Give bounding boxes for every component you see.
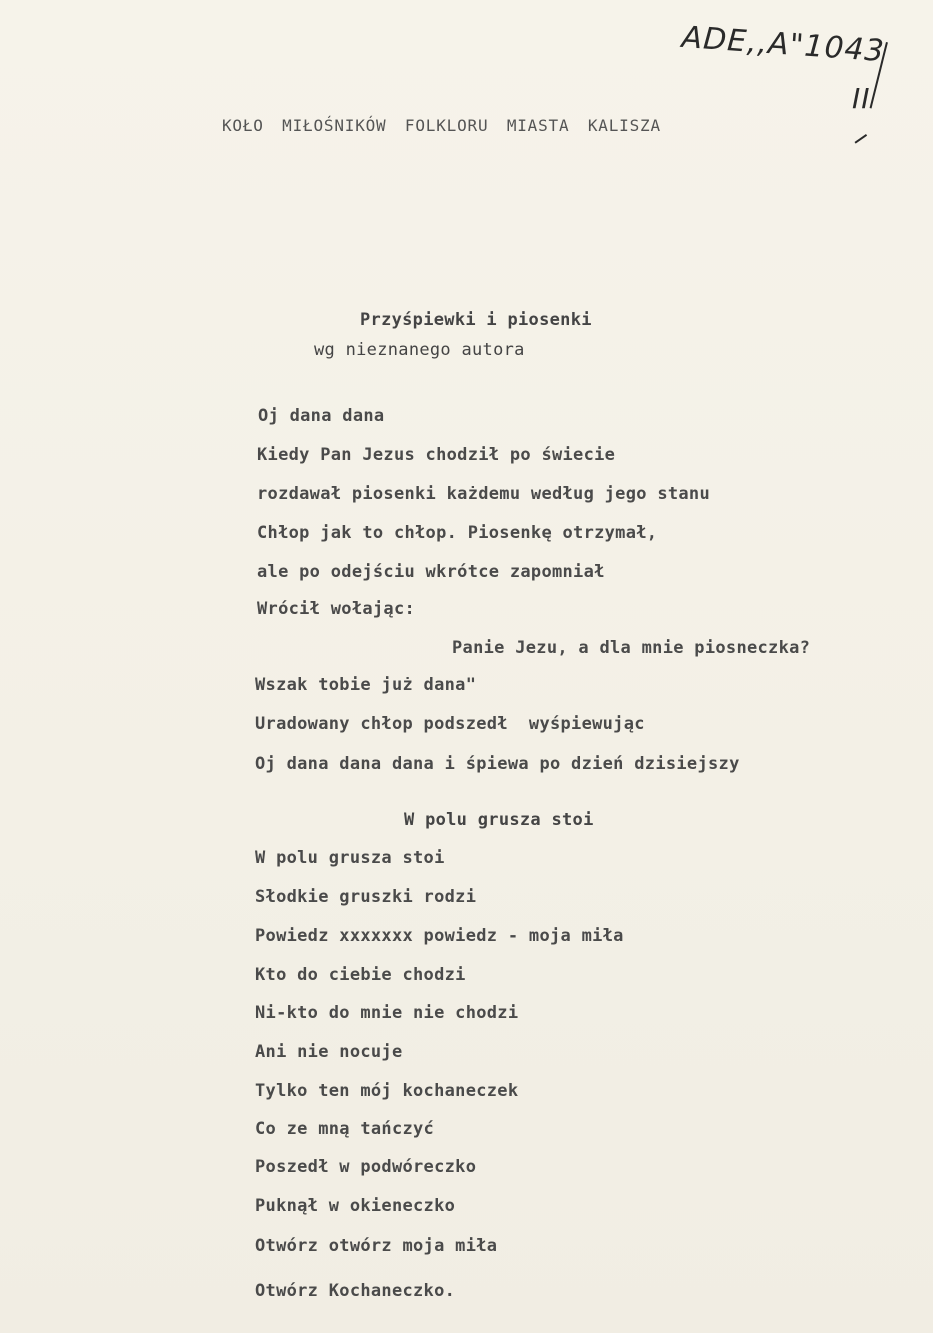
section-2-line: Poszedł w podwóreczko xyxy=(255,1157,477,1177)
section-1-line: Oj dana dana dana i śpiewa po dzień dzisiejszy xyxy=(255,754,740,774)
section-2-line: Co ze mną tańczyć xyxy=(255,1119,435,1139)
section-2-line: Powiedz xxxxxxx powiedz - moja miła xyxy=(255,926,624,946)
section-1-line: rozdawał piosenki każdemu według jego stanu xyxy=(257,484,710,504)
section-1-line: Wszak tobie już dana" xyxy=(255,675,477,695)
section-1-title: Przyśpiewki i piosenki xyxy=(360,310,592,330)
handwritten-underline-mark xyxy=(855,134,868,144)
section-2-line: Ani nie nocuje xyxy=(255,1042,403,1062)
section-2-line: Ni-kto do mnie nie chodzi xyxy=(255,1003,519,1023)
section-2-line: W polu grusza stoi xyxy=(255,848,445,868)
section-2-line: Puknął w okieneczko xyxy=(255,1196,456,1216)
section-1-line: ale po odejściu wkrótce zapomniał xyxy=(257,562,605,582)
section-2-line: Tylko ten mój kochaneczek xyxy=(255,1081,519,1101)
section-2-line: Kto do ciebie chodzi xyxy=(255,965,466,985)
section-1-subtitle: wg nieznanego autora xyxy=(314,340,525,360)
section-1-line: Oj dana dana xyxy=(258,406,385,426)
section-1-line: Uradowany chłop podszedł wyśpiewując xyxy=(255,714,645,734)
section-2-line: Słodkie gruszki rodzi xyxy=(255,887,477,907)
archive-reference-suffix: II xyxy=(852,82,871,115)
section-1-line: Panie Jezu, a dla mnie piosneczka? xyxy=(452,638,811,658)
section-2-line: Otwórz otwórz moja miła xyxy=(255,1236,498,1256)
section-1-line: Chłop jak to chłop. Piosenkę otrzymał, xyxy=(257,523,658,543)
section-2-line: Otwórz Kochaneczko. xyxy=(255,1281,456,1301)
section-1-line: Wrócił wołając: xyxy=(257,599,416,619)
organization-header: KOŁO MIŁOŚNIKÓW FOLKLORU MIASTA KALISZA xyxy=(222,116,661,135)
archive-reference: ADE,,A"1043 xyxy=(680,20,886,70)
section-1-line: Kiedy Pan Jezus chodził po świecie xyxy=(257,445,616,465)
section-2-title: W polu grusza stoi xyxy=(404,810,594,830)
